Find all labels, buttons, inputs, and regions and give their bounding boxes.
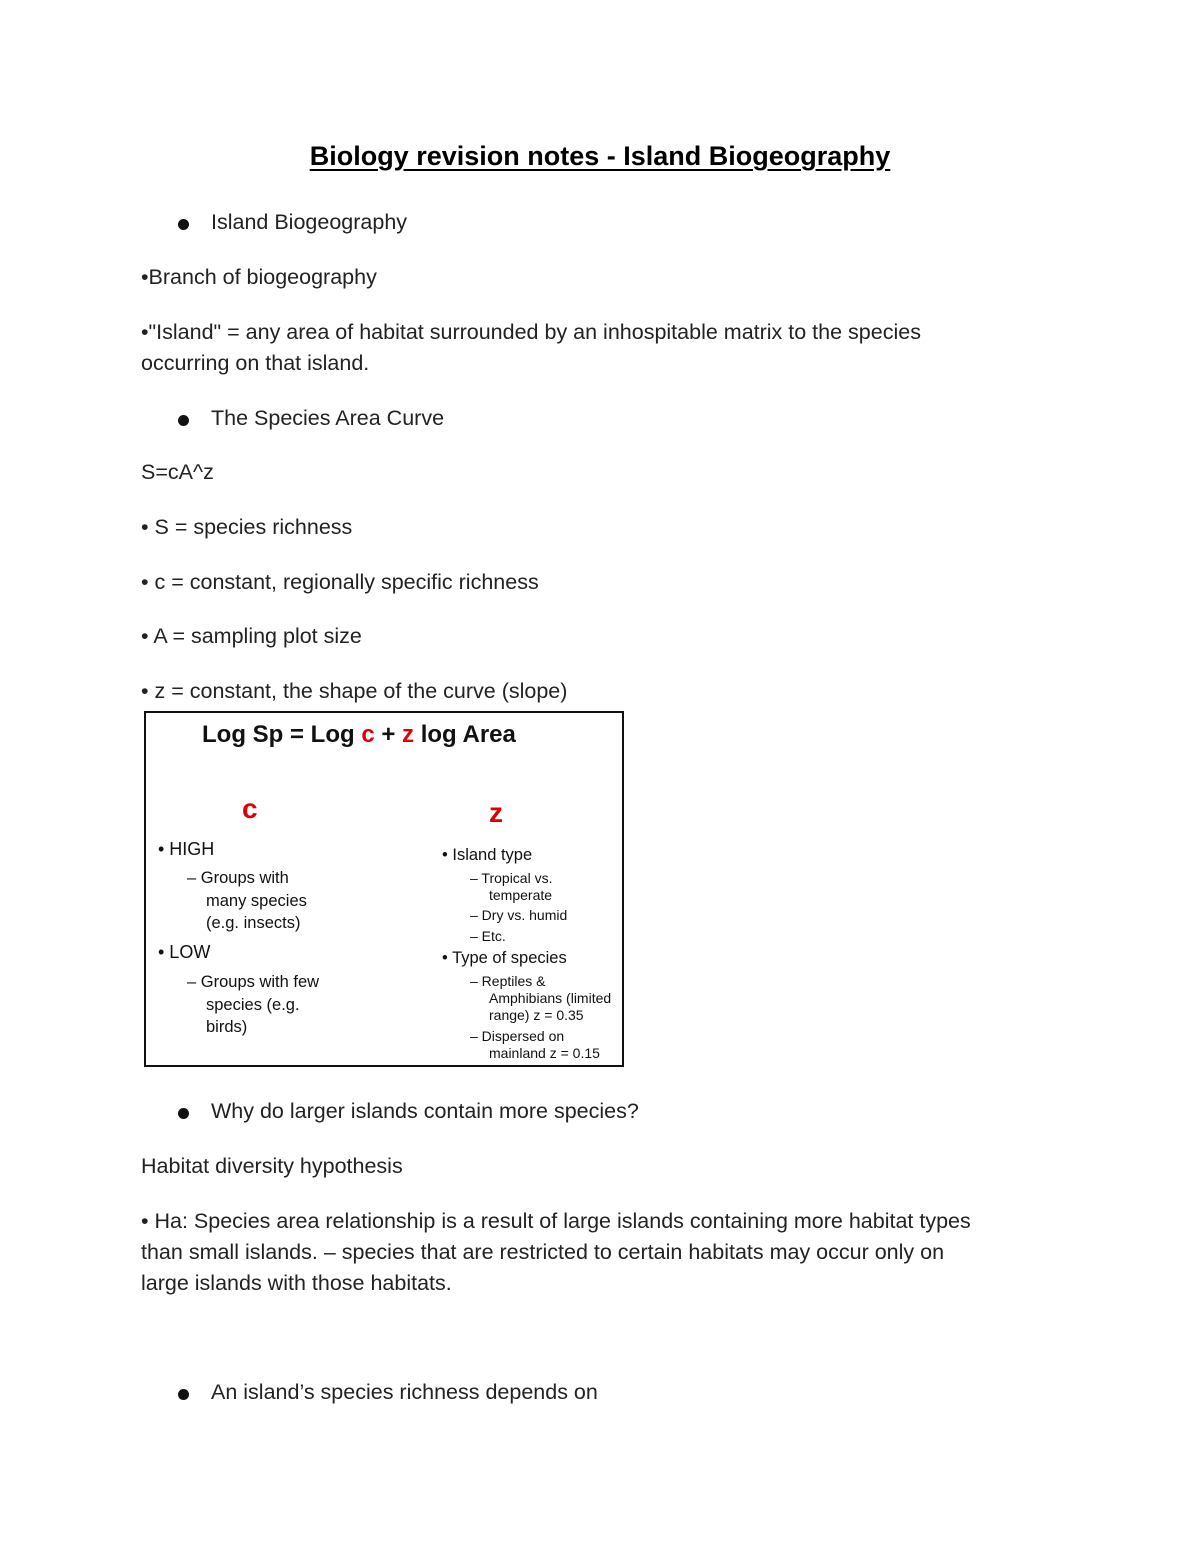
- z-type-species-sub1c: range) z = 0.35: [489, 1007, 584, 1023]
- equation-z: z: [402, 721, 415, 748]
- z-column-letter: z: [489, 797, 503, 828]
- definition-s: • S = species richness: [141, 515, 353, 539]
- equation-plus: +: [374, 721, 403, 748]
- island-definition-line1: •"Island" = any area of habitat surrounded by an inhospitable matrix to the species: [141, 320, 921, 344]
- formula: S=cA^z: [141, 460, 214, 484]
- hypothesis-line1: • Ha: Species area relationship is a result of large islands containing more habitat types: [141, 1209, 971, 1233]
- bullet-dot: [178, 1389, 189, 1400]
- island-definition-line2: occurring on that island.: [141, 351, 370, 375]
- z-island-type-sub1a: – Tropical vs.: [470, 870, 553, 886]
- heading-why-larger-islands: Why do larger islands contain more species?: [211, 1099, 639, 1123]
- definition-a: • A = sampling plot size: [141, 624, 362, 648]
- bullet-dot: [178, 219, 189, 230]
- z-type-of-species: • Type of species: [442, 949, 567, 967]
- hypothesis-title: Habitat diversity hypothesis: [141, 1154, 403, 1178]
- c-low-sub1: – Groups with few: [187, 973, 320, 991]
- z-type-species-sub1a: – Reptiles &: [470, 973, 546, 989]
- page-title: Biology revision notes - Island Biogeography: [309, 141, 891, 171]
- c-low-sub2: species (e.g.: [206, 996, 300, 1014]
- c-low-sub3: birds): [206, 1018, 248, 1036]
- c-column-letter: c: [242, 793, 258, 824]
- species-area-figure: [144, 711, 624, 1067]
- c-high: • HIGH: [158, 839, 215, 859]
- z-island-type-sub1b: temperate: [489, 887, 553, 903]
- z-type-species-sub1b: Amphibians (limited: [489, 990, 612, 1006]
- definition-c: • c = constant, regionally specific richness: [141, 570, 539, 594]
- heading-species-area-curve: The Species Area Curve: [211, 406, 445, 430]
- definition-z: • z = constant, the shape of the curve (slope): [141, 679, 568, 703]
- z-island-type: • Island type: [442, 846, 533, 864]
- bullet-dot: [178, 1108, 189, 1119]
- c-low: • LOW: [158, 942, 211, 962]
- z-type-species-sub2a: – Dispersed on: [470, 1028, 565, 1044]
- z-island-type-sub2: – Dry vs. humid: [470, 907, 568, 923]
- z-type-species-sub2b: mainland z = 0.15: [489, 1045, 600, 1061]
- hypothesis-line3: large islands with those habitats.: [141, 1271, 452, 1295]
- branch-text: •Branch of biogeography: [141, 265, 377, 289]
- heading-species-richness-depends: An island’s species richness depends on: [211, 1380, 598, 1404]
- c-high-sub2: many species: [206, 892, 307, 910]
- heading-island-biogeography: Island Biogeography: [211, 210, 408, 234]
- figure-equation: [202, 721, 516, 749]
- equation-c: c: [361, 721, 375, 748]
- equation-part1: Log Sp = Log: [202, 721, 362, 748]
- bullet-dot: [178, 415, 189, 426]
- equation-part2: log Area: [414, 721, 516, 748]
- c-high-sub3: (e.g. insects): [206, 914, 301, 932]
- hypothesis-line2: than small islands. – species that are restricted to certain habitats may occur only on: [141, 1240, 945, 1264]
- z-island-type-sub3: – Etc.: [470, 928, 506, 944]
- c-high-sub1: – Groups with: [187, 869, 289, 887]
